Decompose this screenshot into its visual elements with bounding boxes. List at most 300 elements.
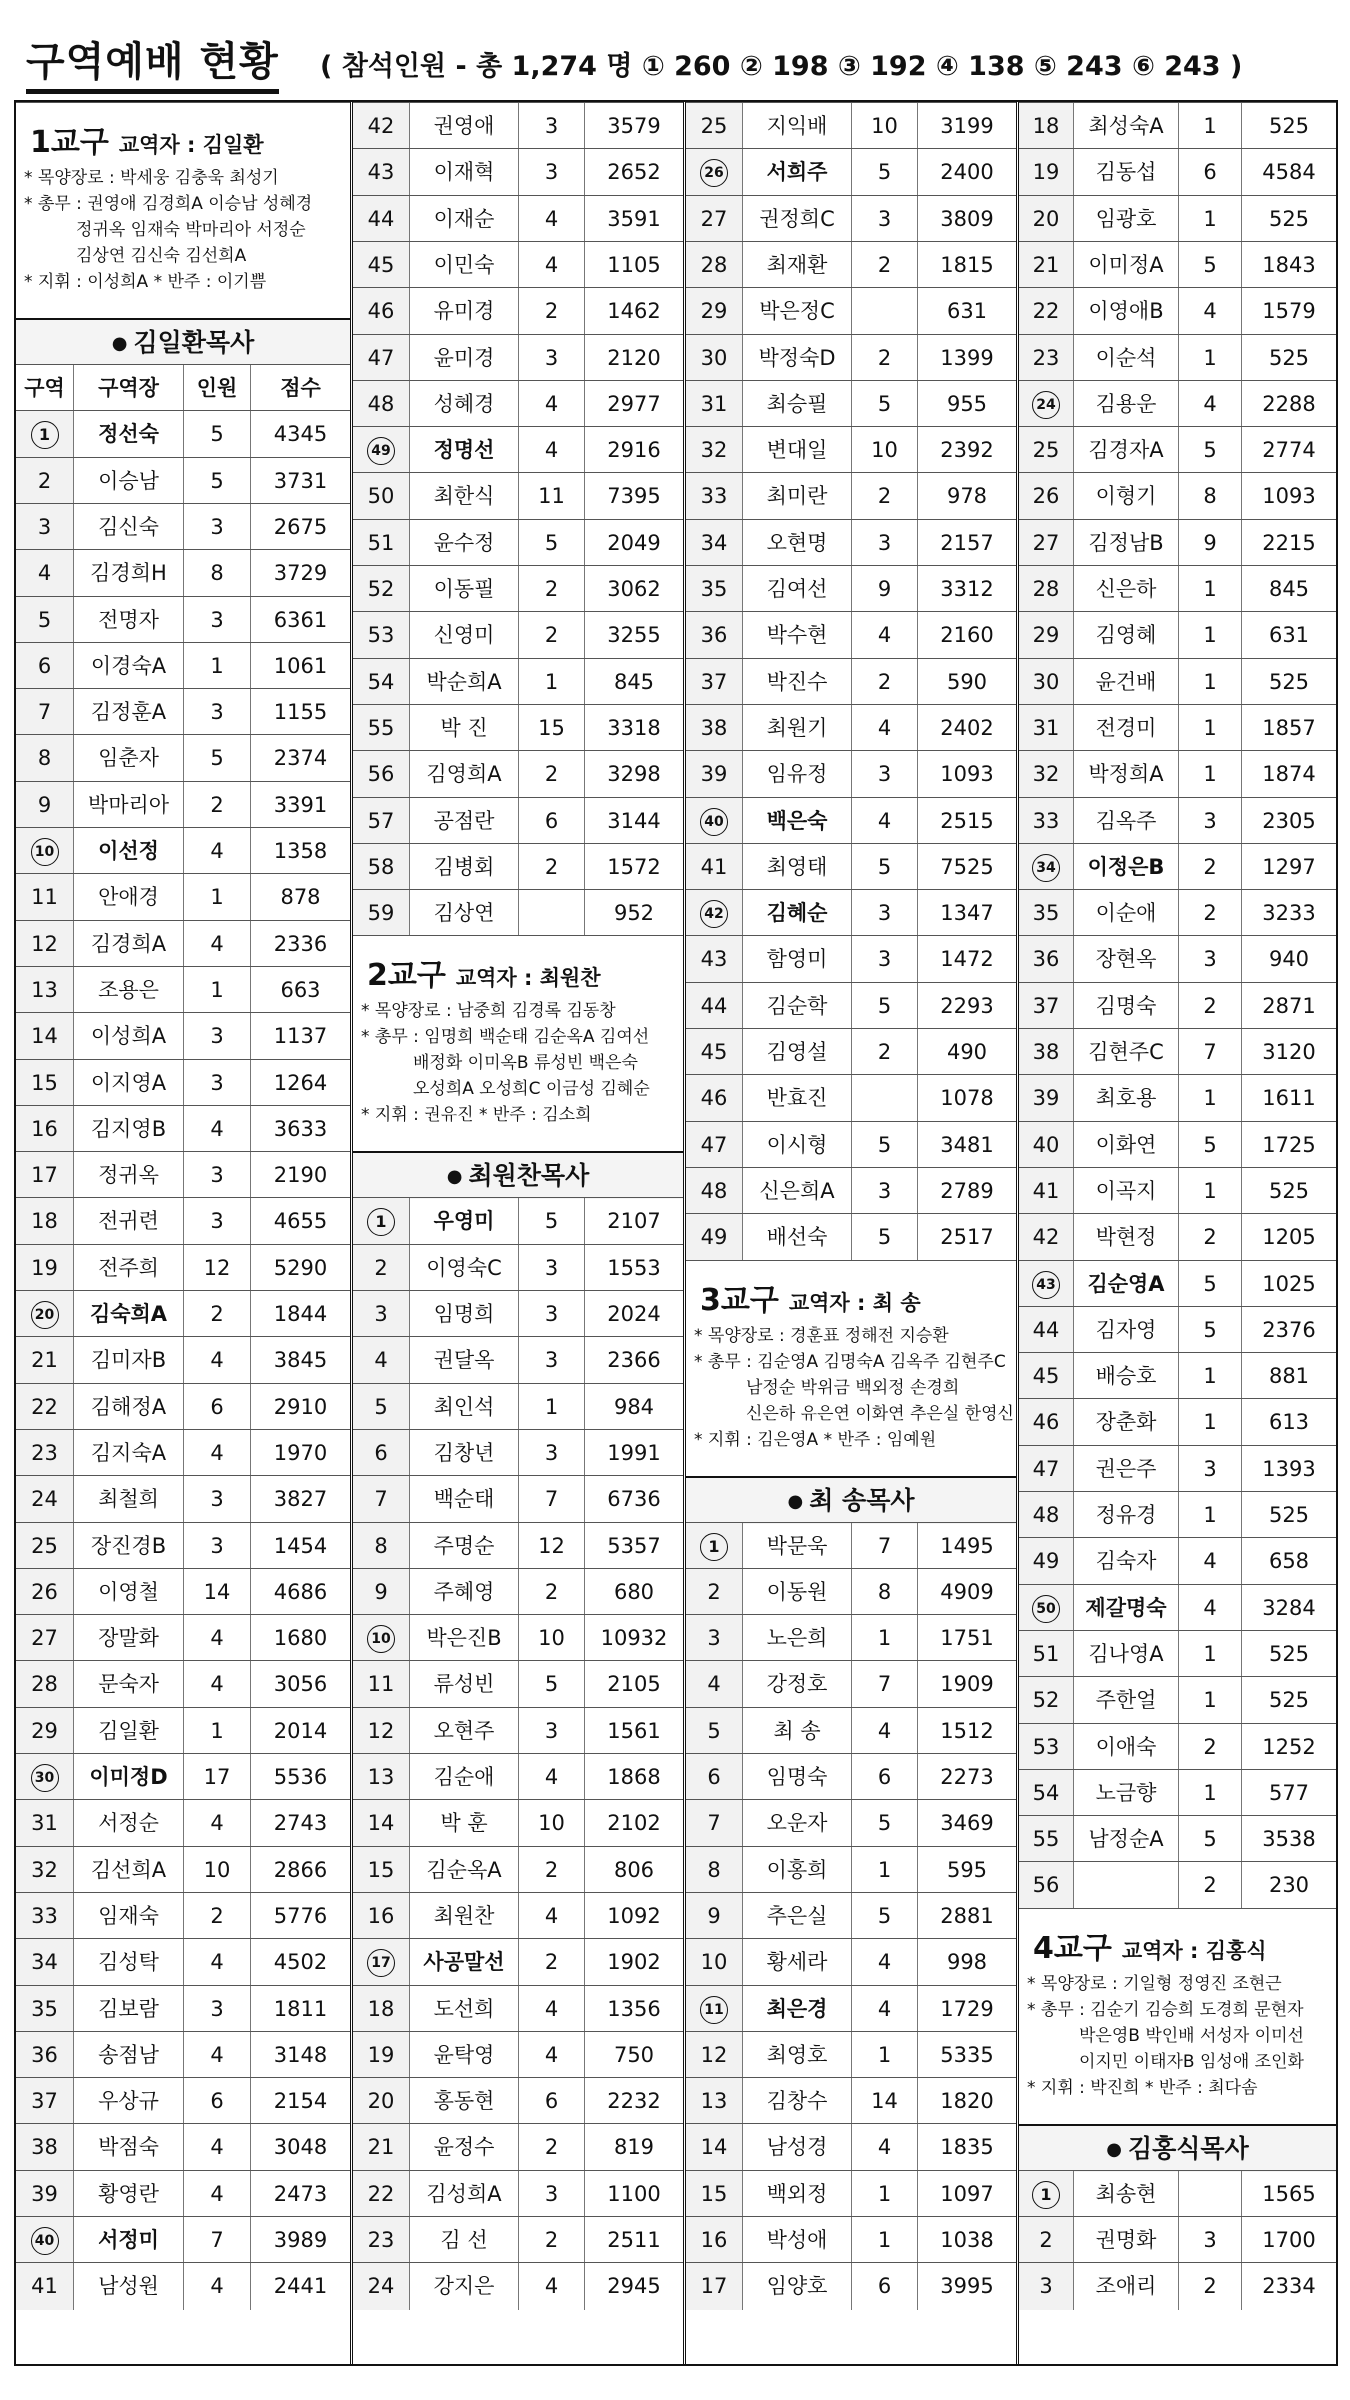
- attendee-count: [851, 288, 917, 334]
- district-number: 13: [686, 2078, 742, 2124]
- attendee-count: 6: [518, 2078, 584, 2124]
- leader-name: 박순희A: [409, 659, 518, 705]
- district-number: 17: [686, 2263, 742, 2309]
- district-number: 19: [16, 1245, 73, 1291]
- attendee-count: 4: [518, 2263, 584, 2309]
- table-row: [1019, 611, 1336, 657]
- district-number-circled: 1: [31, 421, 59, 449]
- leader-name: 송점남: [73, 2032, 183, 2078]
- district-number: 15: [686, 2171, 742, 2217]
- score: 525: [1241, 659, 1336, 705]
- attendee-count: 4: [518, 1893, 584, 1939]
- score: 955: [917, 381, 1016, 427]
- table-row: [1019, 1537, 1336, 1583]
- table-row: [686, 2170, 1016, 2216]
- leader-name: 문숙자: [73, 1661, 183, 1707]
- table-row: [16, 2262, 350, 2308]
- table-row: [16, 1429, 350, 1475]
- table-row: [16, 2077, 350, 2123]
- district-number: 12: [353, 1708, 409, 1754]
- table-row: [1019, 472, 1336, 518]
- attendee-count: 4: [183, 828, 250, 874]
- score: 3048: [250, 2124, 350, 2170]
- table-row: [1019, 102, 1336, 148]
- leader-name: 사공말선: [409, 1939, 518, 1985]
- district-number: 29: [686, 288, 742, 334]
- attendee-count: 3: [183, 1152, 250, 1198]
- district-number: 31: [1019, 705, 1073, 751]
- leader-name: 노은희: [742, 1615, 851, 1661]
- attendee-count: 5: [851, 983, 917, 1029]
- district-number: [353, 1198, 409, 1244]
- score: 2160: [917, 612, 1016, 658]
- table-row: [686, 1707, 1016, 1753]
- leader-name: 백은숙: [742, 798, 851, 844]
- table-row: [1019, 750, 1336, 796]
- attendee-count: 5: [851, 844, 917, 890]
- score: 2871: [1241, 983, 1336, 1029]
- leader-name: 이동원: [742, 1569, 851, 1615]
- table-row: [353, 1707, 683, 1753]
- table-row: [16, 688, 350, 734]
- score: 3481: [917, 1122, 1016, 1168]
- score: 1264: [250, 1060, 350, 1106]
- leader-name: 정유경: [1073, 1492, 1178, 1538]
- table-row: [353, 1197, 683, 1243]
- district-number: 53: [353, 612, 409, 658]
- attendee-count: 4: [518, 1986, 584, 2032]
- parish-staff-line: 남정순 박위금 백외정 손경희: [746, 1377, 960, 1398]
- leader-name: 장춘화: [1073, 1399, 1178, 1445]
- table-row: [686, 982, 1016, 1028]
- table-row: [16, 1846, 350, 1892]
- district-number: 52: [353, 566, 409, 612]
- district-number: 10: [686, 1939, 742, 1985]
- attendee-count: 5: [518, 1661, 584, 1707]
- attendee-count: 4: [183, 1939, 250, 1985]
- score: 1097: [917, 2171, 1016, 2217]
- leader-name: 김성희A: [409, 2171, 518, 2217]
- attendee-count: 4: [851, 705, 917, 751]
- attendee-count: 6: [1178, 149, 1241, 195]
- leader-name: 유미경: [409, 288, 518, 334]
- leader-name: 김지영B: [73, 1106, 183, 1152]
- score: 881: [1241, 1353, 1336, 1399]
- score: 1078: [917, 1075, 1016, 1121]
- table-row: [353, 426, 683, 472]
- district-number: 22: [1019, 288, 1073, 334]
- attendee-count: 3: [851, 1168, 917, 1214]
- leader-name: 공점란: [409, 798, 518, 844]
- score: 2107: [584, 1198, 683, 1244]
- district-number: [16, 828, 73, 874]
- score: 1105: [584, 242, 683, 288]
- attendee-count: 3: [518, 335, 584, 381]
- table-row: [686, 2216, 1016, 2262]
- score: 3989: [250, 2217, 350, 2263]
- district-number: 31: [686, 381, 742, 427]
- leader-name: 임양호: [742, 2263, 851, 2309]
- table-row: [16, 1799, 350, 1845]
- table-row: [686, 1121, 1016, 1167]
- score: 1868: [584, 1754, 683, 1800]
- table-row: [1019, 1769, 1336, 1815]
- district-number: 9: [686, 1893, 742, 1939]
- score: 1909: [917, 1661, 1016, 1707]
- table-row: [686, 102, 1016, 148]
- leader-name: 서정미: [73, 2217, 183, 2263]
- score: 1561: [584, 1708, 683, 1754]
- district-number: 21: [1019, 242, 1073, 288]
- attendee-count: 6: [183, 2078, 250, 2124]
- score: 940: [1241, 936, 1336, 982]
- attendee-count: 7: [183, 2217, 250, 2263]
- district-number: 26: [1019, 473, 1073, 519]
- score: 1700: [1241, 2217, 1336, 2263]
- attendee-count: 4: [518, 1754, 584, 1800]
- table-row: [1019, 889, 1336, 935]
- district-number: 25: [686, 103, 742, 149]
- table-row: [686, 750, 1016, 796]
- table-row: [353, 241, 683, 287]
- leader-name: 전명자: [73, 597, 183, 643]
- table-row: [353, 1938, 683, 1984]
- table-row: [16, 1336, 350, 1382]
- attendee-count: 7: [851, 1523, 917, 1569]
- district-number: 11: [353, 1661, 409, 1707]
- table-row: [353, 2216, 683, 2262]
- leader-name: 김 선: [409, 2217, 518, 2263]
- table-row: [16, 596, 350, 642]
- leader-name: 이미정D: [73, 1754, 183, 1800]
- score: 631: [1241, 612, 1336, 658]
- table-row: [16, 1105, 350, 1151]
- leader-name: 조용은: [73, 967, 183, 1013]
- table-row: [686, 334, 1016, 380]
- district-number: 7: [353, 1476, 409, 1522]
- attendee-count: 3: [1178, 936, 1241, 982]
- district-number: 16: [686, 2217, 742, 2263]
- parish-minister: 교역자 : 최원찬: [455, 966, 601, 991]
- leader-name: 강정호: [742, 1661, 851, 1707]
- score: 2511: [584, 2217, 683, 2263]
- score: 2866: [250, 1847, 350, 1893]
- leader-name: 서정순: [73, 1800, 183, 1846]
- score: 1093: [1241, 473, 1336, 519]
- district-number: 12: [16, 921, 73, 967]
- district-number: 42: [353, 103, 409, 149]
- attendee-count: 3: [183, 689, 250, 735]
- district-number: 44: [686, 983, 742, 1029]
- district-number: 21: [16, 1337, 73, 1383]
- attendee-count: 3: [518, 149, 584, 195]
- district-number: 30: [686, 335, 742, 381]
- pastor-name: 김일환목사: [133, 328, 255, 357]
- score: 1572: [584, 844, 683, 890]
- attendee-count: 3: [518, 1708, 584, 1754]
- score: 1680: [250, 1615, 350, 1661]
- district-number: 38: [686, 705, 742, 751]
- district-number: 41: [16, 2263, 73, 2309]
- table-row: [686, 843, 1016, 889]
- parish-number: 2교구: [367, 958, 446, 994]
- district-number: 37: [16, 2078, 73, 2124]
- attendee-count: 2: [518, 751, 584, 797]
- score: 1347: [917, 890, 1016, 936]
- score: 1155: [250, 689, 350, 735]
- district-number-circled: 1: [1032, 2181, 1060, 2209]
- leader-name: 이선정: [73, 828, 183, 874]
- district-number: [686, 1986, 742, 2032]
- district-number: 40: [1019, 1122, 1073, 1168]
- district-number: 52: [1019, 1677, 1073, 1723]
- parish-staff-line: * 총무 : 임명희 백순태 김순옥A 김여선: [361, 1027, 650, 1048]
- table-row: [1019, 1815, 1336, 1861]
- table-row: [353, 797, 683, 843]
- score: 5335: [917, 2032, 1016, 2078]
- leader-name: 김상연: [409, 890, 518, 936]
- leader-name: 윤탁영: [409, 2032, 518, 2078]
- district-number: 27: [686, 196, 742, 242]
- table-row: [16, 2031, 350, 2077]
- leader-name: 김선희A: [73, 1847, 183, 1893]
- column-parish-4: [1019, 102, 1336, 2364]
- score: 2881: [917, 1893, 1016, 1939]
- leader-name: 이영철: [73, 1569, 183, 1615]
- parish-title: [367, 950, 683, 994]
- leader-name: 최 송: [742, 1708, 851, 1754]
- score: 2517: [917, 1214, 1016, 1260]
- score: 878: [250, 874, 350, 920]
- leader-name: 이화연: [1073, 1122, 1178, 1168]
- bullet-icon: ●: [111, 333, 128, 354]
- district-number: 14: [686, 2124, 742, 2170]
- attendee-count: 1: [183, 874, 250, 920]
- score: 1454: [250, 1523, 350, 1569]
- table-row: [686, 1522, 1016, 1568]
- district-number: 33: [1019, 798, 1073, 844]
- table-row: [353, 2170, 683, 2216]
- attendee-count: 10: [851, 103, 917, 149]
- score: 2400: [917, 149, 1016, 195]
- score: 1579: [1241, 288, 1336, 334]
- attendee-count: 1: [1178, 1492, 1241, 1538]
- score: 4345: [250, 411, 350, 457]
- district-number: 35: [686, 566, 742, 612]
- district-number-circled: 49: [367, 437, 395, 465]
- table-row: [353, 1336, 683, 1382]
- leader-name: 이애숙: [1073, 1724, 1178, 1770]
- table-row: [686, 797, 1016, 843]
- score: 1815: [917, 242, 1016, 288]
- pastor-name: 김홍식목사: [1127, 2133, 1249, 2163]
- score: 4655: [250, 1198, 350, 1244]
- attendee-count: 14: [851, 2078, 917, 2124]
- district-number: 36: [16, 2032, 73, 2078]
- score: 2293: [917, 983, 1016, 1029]
- district-number: 19: [353, 2032, 409, 2078]
- table-row: [1019, 565, 1336, 611]
- attendee-count: 3: [851, 890, 917, 936]
- parish-staff-line: * 총무 : 김순영A 김명숙A 김옥주 김현주C: [694, 1351, 1006, 1372]
- district-number: 26: [16, 1569, 73, 1615]
- attendee-count: 1: [1178, 1168, 1241, 1214]
- leader-name: 이재순: [409, 196, 518, 242]
- district-number: 29: [1019, 612, 1073, 658]
- score: 3318: [584, 705, 683, 751]
- page-title: 구역예배 현황: [26, 30, 279, 94]
- leader-name: 김옥주: [1073, 798, 1178, 844]
- attendee-count: 2: [518, 1569, 584, 1615]
- leader-name: 김창수: [742, 2078, 851, 2124]
- leader-name: 이동필: [409, 566, 518, 612]
- parish-staff-line: * 총무 : 김순기 김승희 도경희 문현자: [1027, 1999, 1304, 2020]
- score: 1725: [1241, 1122, 1336, 1168]
- district-number: 31: [16, 1800, 73, 1846]
- score: 984: [584, 1384, 683, 1430]
- attendee-count: 5: [1178, 1307, 1241, 1353]
- leader-name: 김창년: [409, 1430, 518, 1476]
- leader-name: 김미자B: [73, 1337, 183, 1383]
- attendee-count: 1: [851, 1847, 917, 1893]
- score: 5357: [584, 1523, 683, 1569]
- score: 7395: [584, 473, 683, 519]
- leader-name: 박은정C: [742, 288, 851, 334]
- score: 750: [584, 2032, 683, 2078]
- attendee-count: 1: [1178, 751, 1241, 797]
- district-number: 15: [16, 1060, 73, 1106]
- attendee-count: 5: [1178, 242, 1241, 288]
- leader-name: 권은주: [1073, 1446, 1178, 1492]
- parish-info-block: [1019, 1908, 1336, 2124]
- table-row: [686, 426, 1016, 472]
- score: 2743: [250, 1800, 350, 1846]
- leader-name: 신영미: [409, 612, 518, 658]
- attendee-count: 5: [518, 520, 584, 566]
- attendee-count: 6: [518, 798, 584, 844]
- table-row: [1019, 704, 1336, 750]
- table-row: [1019, 1352, 1336, 1398]
- attendee-count: 3: [183, 1986, 250, 2032]
- score: 3199: [917, 103, 1016, 149]
- score: 1751: [917, 1615, 1016, 1661]
- leader-name: 추은실: [742, 1893, 851, 1939]
- attendee-count: 4: [1178, 288, 1241, 334]
- parish-staff-line: 배정화 이미옥B 류성빈 백은숙: [413, 1053, 638, 1074]
- report-header: [12, 30, 1340, 98]
- pastor-section-header: [353, 1151, 683, 1199]
- table-row: [686, 1213, 1016, 1259]
- attendee-count: 4: [183, 921, 250, 967]
- parish-staff-line: 박은영B 박인배 서성자 이미선: [1079, 2025, 1304, 2046]
- column-parish-3: [686, 102, 1016, 2364]
- leader-name: 황세라: [742, 1939, 851, 1985]
- leader-name: 안애경: [73, 874, 183, 920]
- leader-name: 이지영A: [73, 1060, 183, 1106]
- report-table: [14, 100, 1338, 2366]
- leader-name: 배선숙: [742, 1214, 851, 1260]
- leader-name: 전귀련: [73, 1198, 183, 1244]
- attendee-count: 1: [183, 1708, 250, 1754]
- district-number: [353, 1939, 409, 1985]
- table-row: [1019, 1630, 1336, 1676]
- table-row: [16, 1151, 350, 1197]
- score: 1611: [1241, 1075, 1336, 1121]
- attendee-count: 15: [518, 705, 584, 751]
- district-number: 36: [1019, 936, 1073, 982]
- district-number: 42: [1019, 1214, 1073, 1260]
- table-row: [353, 380, 683, 426]
- attendee-count: 10: [851, 427, 917, 473]
- attendee-count: 4: [518, 242, 584, 288]
- score: 658: [1241, 1538, 1336, 1584]
- score: 5290: [250, 1245, 350, 1291]
- score: 2105: [584, 1661, 683, 1707]
- score: 2392: [917, 427, 1016, 473]
- district-number: 30: [1019, 659, 1073, 705]
- leader-name: 남정순A: [1073, 1816, 1178, 1862]
- attendee-count: 4: [183, 1106, 250, 1152]
- attendee-count: 4: [183, 2263, 250, 2309]
- table-row: [16, 642, 350, 688]
- district-number-circled: 43: [1032, 1271, 1060, 1299]
- attendee-count: 1: [851, 2171, 917, 2217]
- leader-name: 김일환: [73, 1708, 183, 1754]
- parish-staff-line: * 목양장로 : 기일형 정영진 조현근: [1027, 1973, 1282, 1994]
- leader-name: 박성애: [742, 2217, 851, 2263]
- district-number: 58: [353, 844, 409, 890]
- score: 663: [250, 967, 350, 1013]
- leader-name: 권달옥: [409, 1337, 518, 1383]
- attendee-count: 3: [183, 1013, 250, 1059]
- score: 1462: [584, 288, 683, 334]
- attendee-count: 14: [183, 1569, 250, 1615]
- leader-name: 박진수: [742, 659, 851, 705]
- attendee-count: 3: [183, 1523, 250, 1569]
- district-number: 6: [353, 1430, 409, 1476]
- table-row: [353, 704, 683, 750]
- attendee-count: 1: [1178, 612, 1241, 658]
- score: 2049: [584, 520, 683, 566]
- attendee-count: 1: [183, 967, 250, 1013]
- attendee-count: [851, 1075, 917, 1121]
- attendee-count: 5: [851, 1214, 917, 1260]
- attendee-count: 5: [851, 1122, 917, 1168]
- table-row: [353, 2031, 683, 2077]
- district-number: 18: [1019, 103, 1073, 149]
- table-row: [353, 1892, 683, 1938]
- district-number: 7: [686, 1800, 742, 1846]
- parish-staff-line: * 목양장로 : 박세웅 김충욱 최성기: [24, 168, 279, 188]
- leader-name: 김동섭: [1073, 149, 1178, 195]
- score: 3731: [250, 458, 350, 504]
- table-row: [353, 1429, 683, 1475]
- leader-name: 이성희A: [73, 1013, 183, 1059]
- parish-staff-line: * 지휘 : 이성희A * 반주 : 이기쁨: [24, 272, 267, 292]
- district-number: 21: [353, 2124, 409, 2170]
- attendee-count: 4: [1178, 381, 1241, 427]
- table-row: [353, 565, 683, 611]
- score: 806: [584, 1847, 683, 1893]
- district-number: 39: [1019, 1075, 1073, 1121]
- score: 490: [917, 1029, 1016, 1075]
- table-row: [686, 889, 1016, 935]
- attendee-count: 2: [1178, 890, 1241, 936]
- district-number-circled: 34: [1032, 854, 1060, 882]
- parish-number: 1교구: [30, 125, 109, 160]
- district-number: 18: [16, 1198, 73, 1244]
- table-row: [1019, 2262, 1336, 2308]
